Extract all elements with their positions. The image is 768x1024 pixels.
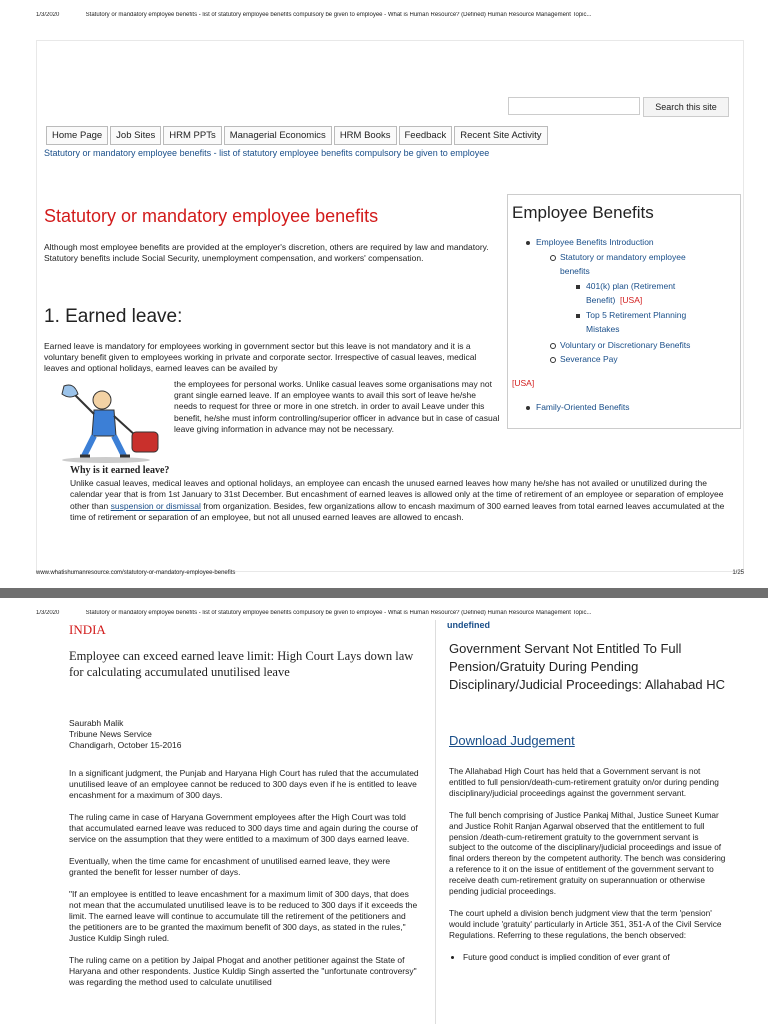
nav-feedback[interactable]: Feedback: [399, 126, 453, 145]
nav-hrm-ppts[interactable]: HRM PPTs: [163, 126, 221, 145]
question-heading: Why is it earned leave?: [70, 465, 170, 476]
section-label: INDIA: [69, 622, 106, 637]
sidebar-item-top5-cont[interactable]: Mistakes: [586, 324, 620, 334]
news-paragraph: "If an employee is entitled to leave encashment for a maximum limit of 300 days, that does not mean that the accumulated unutilised leave is to be reduced to 300 days if it exceeds the limit. The earned leave will continue to accumulate till the retirement of the petitioners and the petitioners are to be granted the maximum benefit of 300 days, as stated in the rules," Justice Kuldip Singh ruled.: [69, 889, 418, 943]
encash-paragraph: [70, 478, 730, 524]
intro-paragraph: Although most employee benefits are provided at the employer's discretion, others are required by law and mandatory. Statutory benefits include Social Security, unemployment compensation, and workers' compensation.: [44, 242, 489, 263]
usa-tag: [USA]: [620, 295, 643, 305]
news-paragraph: In a significant judgment, the Punjab and Haryana High Court has ruled that the accumulated unutilised leave of an employee cannot be reduced to 300 days even if he is entitled to leave encashment for a maximum of 300 days.: [69, 768, 419, 800]
top-nav: [46, 126, 550, 145]
news-body: [69, 768, 419, 999]
nav-recent-site-activity[interactable]: Recent Site Activity: [454, 126, 547, 145]
nav-managerial-economics[interactable]: Managerial Economics: [224, 126, 332, 145]
agency: Tribune News Service: [69, 729, 152, 739]
nav-hrm-books[interactable]: HRM Books: [334, 126, 397, 145]
nav-job-sites[interactable]: Job Sites: [110, 126, 161, 145]
search-input[interactable]: [508, 97, 640, 115]
encash-text-a: Unlike casual leaves, medical leaves and optional holidays, an employee can encash the unused earned leaves how many he/she has not availed or unutilized during the calendar year that is from 1st January to 31st December. But encashment of earned leaves is allowed only at the time of retirement of an employee or separation of employee other than: [70, 478, 724, 511]
page-title: Statutory or mandatory employee benefits: [44, 206, 379, 226]
sidebar-item-statutory-cont[interactable]: benefits: [560, 266, 590, 276]
news-paragraph: The ruling came on a petition by Jaipal Phogat and another petitioner against the State of Haryana and other respondents. Justice Kuldip Singh asserted the "unfortunate controversy" was regarding the method used to calculate unutilised: [69, 955, 417, 987]
sidebar-item-401k-cont[interactable]: Benefit) [USA]: [586, 295, 643, 305]
footer-url: www.whatishumanresource.com/statutory-or-mandatory-employee-benefits: [36, 570, 236, 576]
print-header-2: [36, 610, 744, 616]
judgement-paragraph: The Allahabad High Court has held that a Government servant is not entitled to full pension/death-cum-retirement gratuity on/or during pending disciplinary/judicial proceedings against the government servant.: [449, 766, 719, 798]
breadcrumb[interactable]: Statutory or mandatory employee benefits - list of statutory employee benefits compulsory be given to employee: [44, 148, 490, 158]
usa-tag-2: [USA]: [512, 378, 535, 388]
download-judgement-link[interactable]: Download Judgement: [449, 733, 575, 748]
footer-page: 1/25: [732, 570, 744, 576]
list-item: • Future good conduct is implied condition of ever grant of: [463, 952, 727, 963]
sidebar-item-severance[interactable]: Severance Pay: [560, 352, 618, 367]
nav-home-page[interactable]: Home Page: [46, 126, 108, 145]
encash-text-b: from organization. Besides, few organizations allow to encash maximum of 300 earned leaves from total earned leaves accumulated at the time of retirement or separation of an employee, but not all unused earned leaves are allowed to encash.: [70, 500, 725, 523]
sidebar-item-401k[interactable]: 401(k) plan (Retirement: [586, 279, 675, 294]
news-headline: Employee can exceed earned leave limit: High Court Lays down law for calculating accumulated unutilised leave: [69, 649, 414, 679]
earned-leave-paragraph: Earned leave is mandatory for employees working in government sector but this leave is not mandatory and it is a voluntary benefit given to employees working in private and corporate sector. Irrespective of casual leaves, medical leaves and optional holidays, earned leaves can be availed by: [44, 341, 477, 374]
bullet-icon: [526, 241, 530, 245]
print-header: [36, 12, 744, 18]
print-footer: [36, 570, 744, 576]
sidebar-item-family[interactable]: Family-Oriented Benefits: [536, 400, 630, 415]
judgement-list: [449, 952, 727, 963]
circle-bullet-icon: [550, 357, 556, 363]
author: Saurabh Malik: [69, 718, 124, 728]
circle-bullet-icon: [550, 255, 556, 261]
suspension-link[interactable]: suspension or dismissal: [110, 500, 201, 511]
sidebar-item-statutory[interactable]: Statutory or mandatory employee: [560, 250, 686, 265]
section-heading: 1. Earned leave:: [44, 306, 183, 327]
print-title: Statutory or mandatory employee benefits - list of statutory employee benefits compulsory be given to employee - What is Human Resource? (Defined) Human Resource Management Topic...: [85, 12, 592, 18]
news-paragraph: The ruling came in case of Haryana Government employees after the High Court was told that accumulated earned leave was reduced to 300 days time and again during the course of service on the assumption that they were entitled to a maximum of 300 days earned leave.: [69, 812, 418, 844]
print-title-2: Statutory or mandatory employee benefits - list of statutory employee benefits compulsory be given to employee - What is Human Resource? (Defined) Human Resource Management Topic...: [85, 610, 592, 616]
judgement-paragraph: The court upheld a division bench judgment view that the term 'pension' would include 'gratuity' particularly in Article 351, 351-A of the Civil Service Regulations. Referring to these regulations, the bench observed:: [449, 907, 722, 940]
pdf-page-2: [0, 598, 768, 1024]
earned-leave-paragraph-cont: the employees for personal works. Unlike casual leaves some organisations may not grant single earned leave. If an employee wants to avail this sort of leave he/she needs to request for three or more in one stretch. in order to avail Leave under this benefit, he/she must inform controlling/superior officer in advance but in case of casual leave giving information in advance may not be necessary.: [174, 379, 500, 434]
byline: [69, 718, 181, 751]
column-divider: [435, 620, 436, 1024]
print-date-2: 1/3/2020: [36, 610, 60, 616]
news-paragraph: Eventually, when the time came for encashment of unutilised earned leave, they were granted the benefit for lesser number of days.: [69, 856, 391, 877]
sidebar-item-intro[interactable]: Employee Benefits Introduction: [536, 235, 654, 250]
judgement-paragraph: The full bench comprising of Justice Pankaj Mithal, Justice Suneet Kumar and Justice Rohit Ranjan Agarwal observed that the entitlement to full pension /death-cum-retirement gratuity to the government servant is subject to the outcome of the disciplinary/judicial proceedings and issue of final orders thereon by the competent authority. The bench was considering a reference to it on the issue of entitlement of the government servant to receive death cum-retirement gratuity on superannuation or otherwise pending judicial proceedings.: [449, 809, 726, 897]
sidebar-title: Employee Benefits: [512, 203, 654, 222]
traveler-illustration: [44, 380, 168, 464]
benefits-sidebar: [507, 194, 741, 429]
judgement-body: [449, 766, 727, 963]
square-bullet-icon: [576, 314, 580, 318]
judgement-title: Government Servant Not Entitled To Full Pension/Gratuity During Pending Disciplinary/Judicial Proceedings: Allahabad HC: [449, 641, 726, 692]
dateline: Chandigarh, October 15-2016: [69, 740, 182, 750]
undefined-label: undefined: [447, 620, 490, 630]
circle-bullet-icon: [550, 343, 556, 349]
bullet-icon: [526, 406, 530, 410]
print-date: 1/3/2020: [36, 12, 60, 18]
square-bullet-icon: [576, 285, 580, 289]
news-article: [57, 620, 432, 1024]
search-button[interactable]: Search this site: [643, 97, 729, 117]
sidebar-item-voluntary[interactable]: Voluntary or Discretionary Benefits: [560, 338, 690, 353]
sidebar-item-top5[interactable]: Top 5 Retirement Planning: [586, 308, 686, 323]
